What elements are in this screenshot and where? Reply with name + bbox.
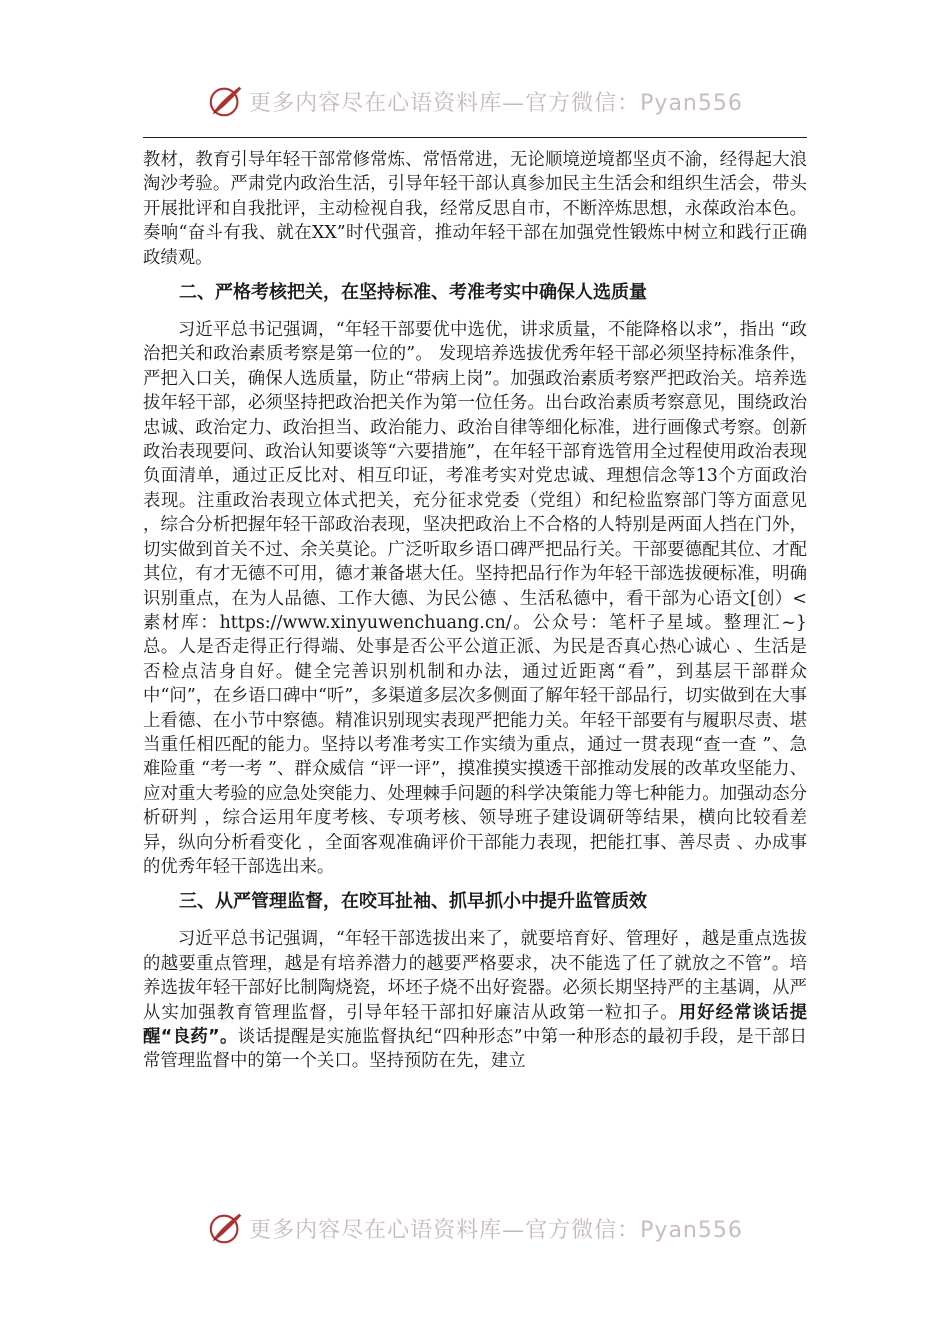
header-banner <box>0 78 950 124</box>
header-divider <box>143 137 807 138</box>
section-2-heading: 二、严格考核把关，在坚持标准、考准考实中确保人选质量 <box>179 282 647 304</box>
banner-text: 更多内容尽在心语资料库—官方微信： <box>249 1217 641 1243</box>
banner-wechat-id: Pyan556 <box>640 1217 743 1243</box>
footer-banner <box>0 1205 950 1251</box>
banner-wechat-id: Pyan556 <box>640 90 743 116</box>
section-3-text-b: 谈话提醒是实施监督执纪“四种形态”中第一种形态的最初手段，是干部日常管理监督中的第一个关口。坚持预防在先，建立 <box>143 1027 807 1072</box>
section-3-paragraph <box>143 927 807 1073</box>
section-2-paragraph: 习近平总书记强调，“年轻干部要优中选优，讲求质量，不能降格以求”，指出 “政治把关和政治素质考察是第一位的”。 发现培养选拔优秀年轻干部必须坚持标准条件，严把入口关，确保人选质量，防止“带病上岗”。加强政治素质考察严把政治关。培养选拔年轻干部，必须坚持把政治把关作为第一位任务。出台政治素质考察意见，围绕政治忠诚、政治定力、政治担当、政治能力、政治自律等细化标准，进行画像式考察。创新政治表现要问、政治认知要谈等“六要措施”，在年轻干部育选管用全过程使用政治表现负面清单，通过正反比对、相互印证，考准考实对党忠诚、理想信念等13个方面政治表现。注重政治表现立体式把关，充分征求党委（党组）和纪检监察部门等方面意见 ，综合分析把握年轻干部政治表现，坚决把政治上不合格的人特别是两面人挡在门外，切实做到首关不过、余关莫论。广泛听取乡语口碑严把品行关。干部要德配其位、才配其位，有才无德不可用，德才兼备堪大任。坚持把品行作为年轻干部选拔硬标准，明确识别重点，在为人品德、工作大德、为民公德 、生活私德中，看干部为心语文[创）<素材库：https://www.xinyuwenchuang.cn/。公众号：笔杆子星域。整理汇~}总。人是否走得正行得端、处事是否公平公道正派、为民是否真心热心诚心 、生活是否检点洁身自好。健全完善识别机制和办法，通过近距离“看”，到基层干部群众中“问”，在乡语口碑中“听”，多渠道多层次多侧面了解年轻干部品行，切实做到在大事上看德、在小节中察德。精准识别现实表现严把能力关。年轻干部要有与履职尽责、堪当重任相匹配的能力。坚持以考准考实工作实绩为重点，通过一贯表现“查一查 ”、急难险重 “考一考 ”、群众威信 “评一评”，摸准摸实摸透干部推动发展的改革攻坚能力、应对重大考验的应急处突能力、处理棘手问题的科学决策能力等七种能力。加强动态分析研判 ，综合运用年度考核、专项考核、领导班子建设调研等结果，横向比较看差异，纵向分析看变化 ，全面客观准确评价干部能力表现，把能扛事、善尽责 、办成事的优秀年轻干部选出来。 <box>143 320 807 877</box>
section-3-heading: 三、从严管理监督，在咬耳扯袖、抓早抓小中提升监管质效 <box>179 891 647 913</box>
banner-slogan <box>249 1213 743 1244</box>
banner-slogan <box>249 86 743 117</box>
intro-paragraph: 教材，教育引导年轻干部常修常炼、常悟常进，无论顺境逆境都坚贞不渝，经得起大浪淘沙考验。严肃党内政治生活，引导年轻干部认真参加民主生活会和组织生活会，带头开展批评和自我批评，主动检视自我，经常反思自市，不断淬炼思想，永葆政治本色。奏响“奋斗有我、就在XX”时代强音，推动年轻干部在加强党性锻炼中树立和践行正确政绩观。 <box>143 150 807 268</box>
banner-text: 更多内容尽在心语资料库—官方微信： <box>249 90 641 116</box>
section-3-bold-phrase: 用好经常谈话提醒“良药”。 <box>143 1002 807 1047</box>
section-3-text-a: 习近平总书记强调，“年轻干部选拔出来了，就要培育好、管理好 ，越是重点选拔的越要重点管理，越是有培养潜力的越要严格要求，决不能选了任了就放之不管”。培养选拔年轻干部好比制陶烧瓷，坏坯子烧不出好瓷器。必须长期坚持严的主基调，从严从实加强教育管理监督，引导年轻干部扣好廉洁从政第一粒扣子。 <box>143 929 807 1023</box>
pen-logo-icon <box>207 1209 245 1247</box>
pen-logo-icon <box>207 82 245 120</box>
document-body <box>143 148 807 1074</box>
